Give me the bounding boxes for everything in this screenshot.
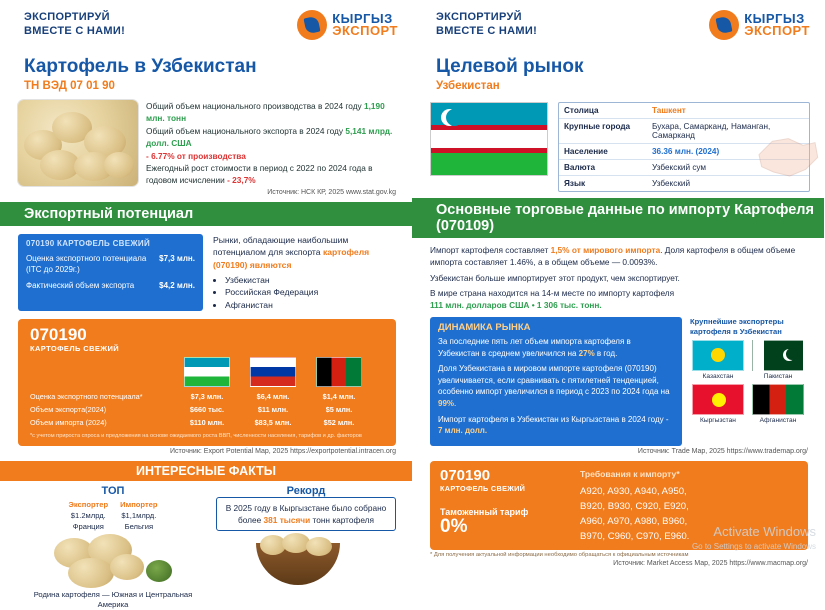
tariff-code: 070190 <box>440 466 491 484</box>
dyn-a: За последние пять лет объем импорта картофеля в Узбекистан в среднем увеличился на <box>438 337 631 358</box>
dynamics-paragraph <box>438 414 674 437</box>
potential-row-label: Фактический объем экспорта <box>26 280 135 290</box>
capital-value: Ташкент <box>652 106 686 115</box>
stat-item <box>146 100 398 125</box>
orange-col-uzbekistan <box>176 357 238 429</box>
target-market-title: Целевой рынок <box>436 56 584 77</box>
left-panel <box>0 0 412 610</box>
trade-post: . Доля картофеля в общем объеме импорта составляет 1.46%, а в общем объеме — 0.0093%. <box>430 245 796 268</box>
flag-russia-icon <box>250 357 296 387</box>
orange-comparison-card <box>18 319 396 446</box>
exporter-name: Кыргызстан <box>700 417 736 425</box>
potato-illustration <box>18 534 208 588</box>
stat-text: Общий объем национального производства в 2024 году <box>146 101 362 111</box>
fact-col-line-1: $1,1млрд. <box>121 511 157 521</box>
stat-text: Общий объем национального экспорта в 2024 году <box>146 125 344 136</box>
top-exporters-grid <box>690 340 810 424</box>
flag-uzbekistan-icon <box>430 102 548 176</box>
left-header <box>0 0 412 56</box>
orange-value: $1,4 млн. <box>322 392 356 402</box>
logo-wordmark <box>744 13 810 37</box>
stat-value: 1,190 млн. тонн <box>146 101 385 124</box>
source-trade-map: Источник: Trade Map, 2025 https://www.trademap.org/ <box>637 447 808 455</box>
market-dynamics-card <box>430 317 682 446</box>
requirement-line: A960, A970, A980, B960, <box>580 515 688 527</box>
dynamics-paragraph <box>438 363 674 409</box>
potential-row-value: $7,3 млн. <box>159 253 195 263</box>
potential-card <box>18 234 203 311</box>
orange-value: $5 млн. <box>325 405 353 415</box>
fact-top-col <box>68 499 108 532</box>
potential-card-row <box>26 253 195 275</box>
trade-paragraph: Узбекистан больше импортирует этот продукт, чем экспортирует. <box>430 273 680 284</box>
target-market-subtitle: Узбекистан <box>436 80 500 92</box>
dyn-b: 99% <box>438 398 455 408</box>
fact-col-line-2: Бельгия <box>124 522 154 532</box>
page-title: Картофель в Узбекистан <box>24 56 257 77</box>
potato-bowl-illustration <box>216 533 396 587</box>
orange-value: $7,3 млн. <box>190 392 224 402</box>
watermark-line-1: Activate Windows <box>713 524 816 539</box>
slogan-line-1: ЭКСПОРТИРУЙ <box>436 11 522 23</box>
tariff-label: Таможенный тариф <box>440 506 529 517</box>
flag-kyrgyzstan-icon <box>692 384 744 415</box>
orange-card-labels <box>30 357 172 429</box>
source-market-access-map: Источник: Market Access Map, 2025 https://www.macmap.org/ <box>613 559 808 567</box>
map-outline-graphic <box>752 128 822 188</box>
tariff-card <box>430 461 808 550</box>
stat-item <box>146 125 398 162</box>
orange-card-code: 070190 <box>30 325 87 345</box>
stat-extra: - 6.77% от производства <box>146 150 246 161</box>
flag-pakistan-icon <box>752 340 804 371</box>
dynamics-title: ДИНАМИКА РЫНКА <box>438 322 531 334</box>
trade-paragraph <box>430 244 808 268</box>
exporter-cell <box>690 384 746 424</box>
right-logo <box>709 10 810 40</box>
source-national-stats: Источник: НСК КР, 2025 www.stat.gov.kg <box>267 188 396 196</box>
orange-value: $11 млн. <box>257 405 289 415</box>
fact-top-columns <box>18 499 208 532</box>
tariff-left <box>440 467 580 544</box>
dyn-b: 27% <box>578 348 595 358</box>
fact-col-head: Импортер <box>120 500 158 510</box>
potential-row-label: Оценка экспортного потенциала (ITC до 2029г.) <box>26 253 147 274</box>
fact-top-title: ТОП <box>101 485 125 498</box>
fact-record-box <box>216 497 396 531</box>
facts-row <box>0 481 412 610</box>
tariff-requirements <box>580 467 798 544</box>
stat-value: 5,141 млрд. долл. США <box>146 125 393 149</box>
left-slogan <box>24 10 125 38</box>
record-number: 381 тысячи <box>263 515 311 526</box>
top-exporters-title: Крупнейшие экспортеры картофеля в Узбекистан <box>690 317 784 337</box>
exporter-cell <box>750 384 806 424</box>
requirement-line: B920, B930, C920, E920, <box>580 500 689 512</box>
row-key: Население <box>564 147 608 156</box>
dynamics-paragraph <box>438 336 674 359</box>
right-slogan <box>436 10 537 38</box>
logo-line-1: КЫРГЫЗ <box>744 11 805 26</box>
potential-row-value: $4,2 млн. <box>159 280 195 290</box>
dyn-c: . <box>454 398 457 408</box>
orange-value: $110 млн. <box>189 418 225 428</box>
trade-volume: 111 млн. долларов США • 1 306 тыс. тонн. <box>430 299 602 310</box>
row-key: Столица <box>564 106 599 115</box>
trade-paragraph: В мире страна находится на 14-м месте по импорту картофеля <box>430 287 675 298</box>
exporter-name: Казахстан <box>702 373 734 381</box>
logo-bird-icon <box>709 10 739 40</box>
logo-wordmark <box>332 13 398 37</box>
exporter-cell <box>690 340 746 380</box>
orange-row-label: Объем экспорта(2024) <box>30 405 107 415</box>
flag-uzbekistan-icon <box>184 357 230 387</box>
exporter-name: Афганистан <box>759 417 797 425</box>
orange-card-subtitle: КАРТОФЕЛЬ СВЕЖИЙ <box>30 344 120 354</box>
row-key: Язык <box>564 179 586 188</box>
potential-card-row <box>26 280 195 291</box>
slogan-line-2: ВМЕСТЕ С НАМИ! <box>436 25 538 37</box>
flag-afghanistan-icon <box>316 357 362 387</box>
exporter-cell <box>750 340 806 380</box>
tariff-value: 0% <box>440 515 468 537</box>
band-interesting-facts: ИНТЕРЕСНЫЕ ФАКТЫ <box>0 461 412 481</box>
requirement-line: A920, A930, A940, A950, <box>580 485 687 497</box>
logo-line-2: ЭКСПОРТ <box>332 23 398 38</box>
record-text-a: В 2025 году в Кыргызстане было собрано более <box>225 503 387 526</box>
stat-item <box>146 162 398 187</box>
dyn-a: Импорт картофеля в Узбекистан из Кыргызстана в 2024 году - <box>438 414 669 424</box>
row-value: Бухара, Самарканд, Наманган, Самарканд <box>652 122 771 140</box>
orange-value: $83,5 млн. <box>254 418 292 428</box>
potential-row <box>0 226 412 311</box>
fact-top-block <box>18 485 208 610</box>
row-key: Валюта <box>564 163 596 172</box>
fact-record-title: Рекорд <box>286 485 326 498</box>
orange-row-label: Оценка экспортного потенциала* <box>30 392 143 402</box>
orange-col-afghanistan <box>308 357 370 429</box>
requirements-title: Требования к импорту* <box>580 468 680 479</box>
top-exporters-block <box>690 317 810 446</box>
stat-value: - 23,7% <box>227 175 256 186</box>
tariff-note: * Для получения актуальной информации необходимо обращаться к официальным источникам <box>430 551 689 558</box>
table-row <box>559 103 809 119</box>
trade-highlight: 1,5% от мирового импорта <box>550 245 661 255</box>
trade-pre: Импорт картофеля составляет <box>430 245 551 255</box>
right-header <box>412 0 824 56</box>
potential-text: Рынки, обладающие наибольшим потенциалом для экспорта <box>213 234 349 258</box>
left-logo <box>297 10 398 40</box>
fact-col-head: Экспортер <box>68 500 109 510</box>
source-export-potential: Источник: Export Potential Map, 2025 https://exportpotential.intracen.org <box>170 448 396 456</box>
orange-card-note: *с учетом прироста спроса и предложения на основе ожидаемого роста ВВП, численности населения, тарифов и др. факторов <box>30 433 362 440</box>
market-item: • Афганистан <box>225 299 396 311</box>
row-value: Узбекский сум <box>652 163 707 172</box>
dyn-b: 7 млн. долл. <box>438 426 488 436</box>
band-export-potential: Экспортный потенциал <box>0 202 412 226</box>
stat-text: Ежегодный рост стоимости в период с 2022 по 2024 года в годовом исчислении <box>146 163 373 186</box>
dynamics-row <box>412 311 824 446</box>
potential-text-block <box>213 234 396 311</box>
logo-bird-icon <box>297 10 327 40</box>
population-value: 36.36 млн. (2024) <box>652 147 720 156</box>
left-title-block <box>0 56 412 92</box>
page-subtitle: ТН ВЭД 07 01 90 <box>24 80 115 92</box>
orange-row-label: Объем импорта (2024) <box>30 418 107 428</box>
potato-photo <box>18 100 138 186</box>
row-key: Крупные города <box>564 122 631 131</box>
exporter-name: Пакистан <box>763 373 793 381</box>
logo-line-1: КЫРГЫЗ <box>332 11 393 26</box>
trade-paragraphs <box>412 238 824 311</box>
requirement-line: B970, C960, C970, E960. <box>580 530 690 542</box>
band-trade-data: Основные торговые данные по импорту Картофеля (070109) <box>412 198 824 238</box>
national-stats-row <box>0 92 412 187</box>
slogan-line-2: ВМЕСТЕ С НАМИ! <box>24 25 126 37</box>
market-item: • Узбекистан <box>225 274 396 286</box>
watermark-line-2: Go to Settings to activate Windows <box>691 542 816 551</box>
orange-col-russia <box>242 357 304 429</box>
fact-col-line-2: Франция <box>72 522 104 532</box>
logo-line-2: ЭКСПОРТ <box>744 23 810 38</box>
right-panel <box>412 0 824 576</box>
flag-afghanistan-icon <box>752 384 804 415</box>
orange-value: $6,4 млн. <box>256 392 290 402</box>
fact-top-col <box>120 499 157 532</box>
potential-text-highlight: картофеля (070190) являются <box>213 247 370 270</box>
national-stats <box>146 100 398 187</box>
dyn-a: Доля Узбекистана в мировом импорте картофеля (070190) увеличивается, если сравнивать с пятилетней тенденцией, особенно импорт увеличился в период с 2023 по 2024 года на <box>438 364 670 397</box>
fact-caption: Родина картофеля — Южная и Центральная Америка <box>33 590 193 610</box>
record-text-b: тонн картофеля <box>310 515 374 526</box>
right-title-block <box>412 56 824 92</box>
row-value <box>647 103 809 118</box>
tariff-code-subtitle: КАРТОФЕЛЬ СВЕЖИЙ <box>440 483 526 493</box>
dyn-c: в год. <box>594 348 618 358</box>
markets-list <box>225 274 396 311</box>
flag-kazakhstan-icon <box>692 340 744 371</box>
orange-value: $660 тыс. <box>189 405 225 415</box>
row-value: Узбекский <box>652 179 691 188</box>
slogan-line-1: ЭКСПОРТИРУЙ <box>24 11 110 23</box>
orange-value: $52 млн. <box>323 418 355 428</box>
orange-card-grid <box>30 357 386 429</box>
potential-card-code: 070190 КАРТОФЕЛЬ СВЕЖИЙ <box>26 238 150 248</box>
fact-record-block <box>216 485 396 610</box>
fact-col-line-1: $1.2млрд. <box>70 511 106 521</box>
market-item: • Российская Федерация <box>225 286 396 298</box>
